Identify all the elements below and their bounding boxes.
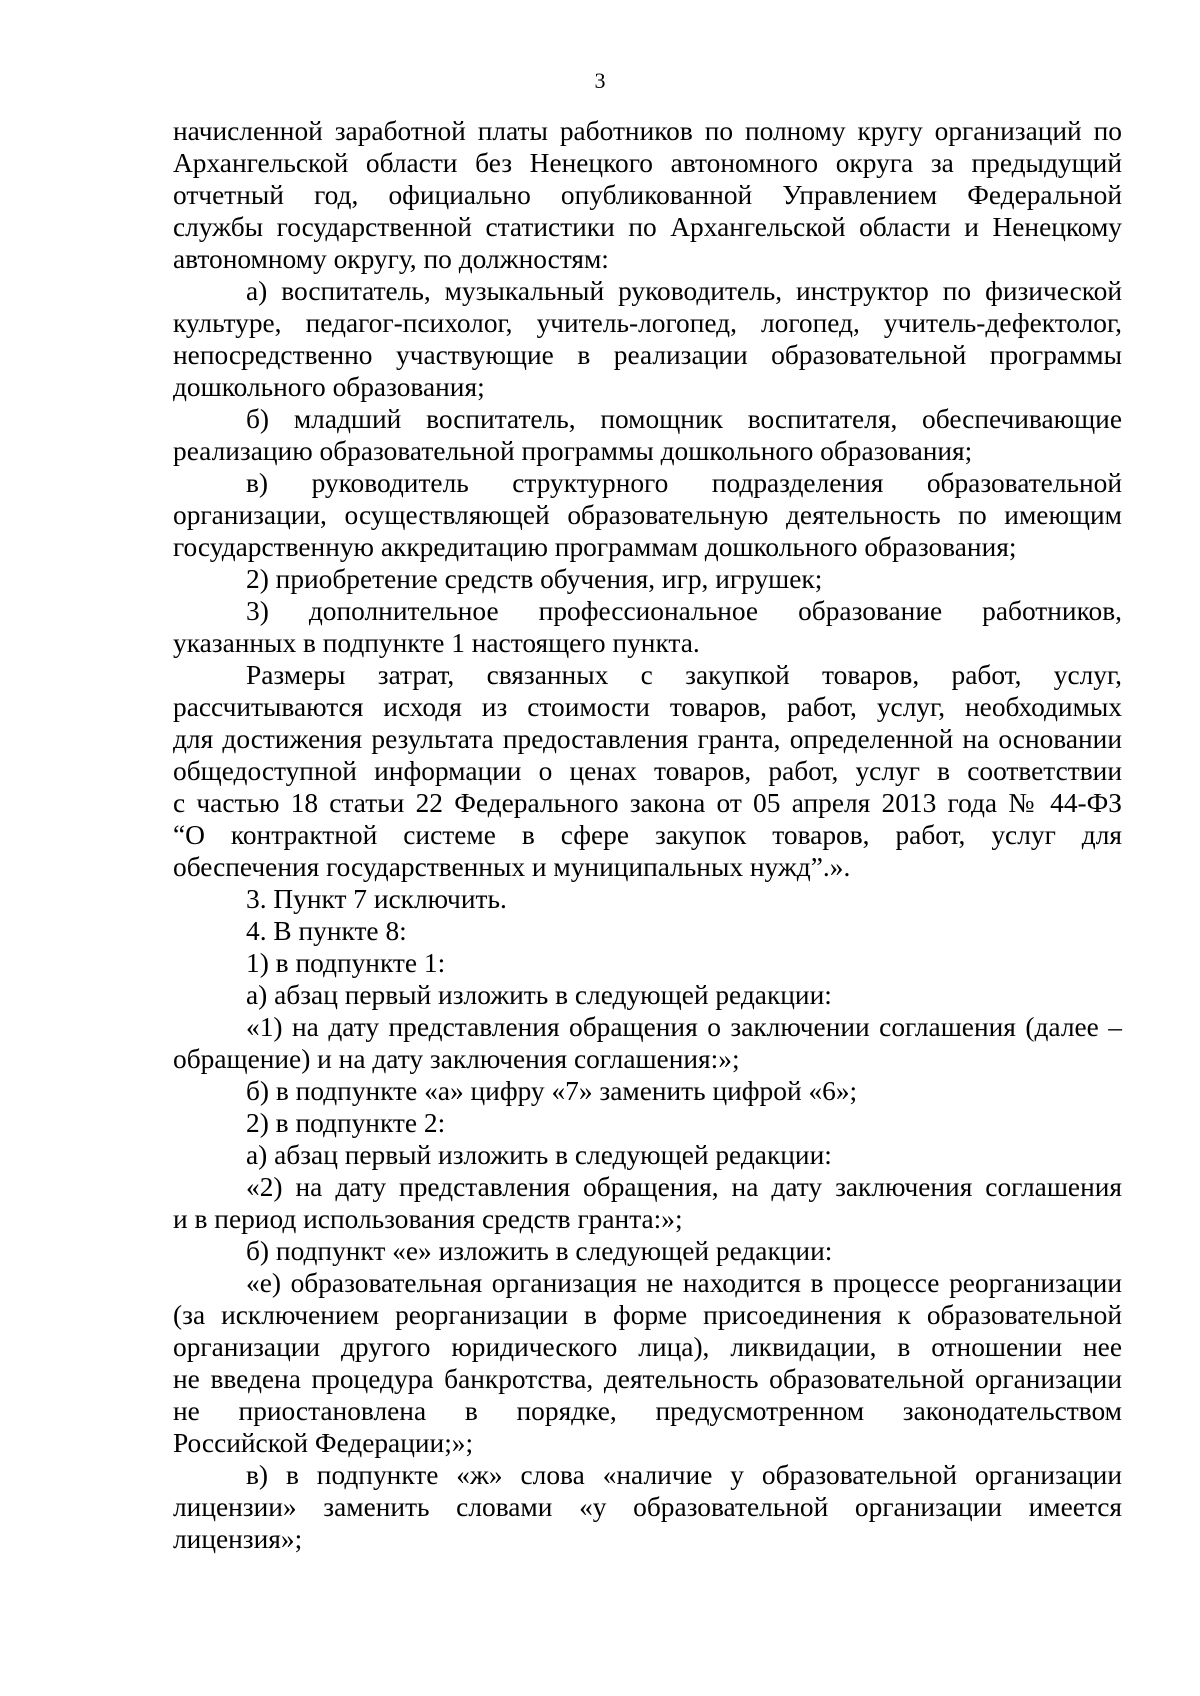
text-line: «е) образовательная организация не находится в процессе реорганизации [246,1268,1122,1298]
text-line: лицензия»; [173,1524,303,1554]
text-line: 2) в подпункте 2: [246,1108,446,1138]
text-line: 3. Пункт 7 исключить. [246,884,507,914]
text-line: рассчитываются исходя из стоимости товаров, работ, услуг, необходимых [173,692,1122,722]
text-line: не введена процедура банкротства, деятельность образовательной организации [173,1364,1122,1394]
text-line: организации, осуществляющей образовательную деятельность по имеющим [173,500,1122,530]
text-line: отчетный год, официально опубликованной Управлением Федеральной [173,180,1122,210]
text-line: начисленной заработной платы работников по полному кругу организаций по [173,116,1122,146]
text-line: в) руководитель структурного подразделения образовательной [246,468,1122,498]
text-line: автономному округу, по должностям: [173,244,609,274]
text-line: для достижения результата предоставления гранта, определенной на основании [173,724,1122,754]
text-line: обращение) и на дату заключения соглашения:»; [173,1044,740,1074]
text-line: Архангельской области без Ненецкого автономного округа за предыдущий [173,148,1122,178]
text-line: непосредственно участвующие в реализации образовательной программы [173,340,1122,370]
text-line: культуре, педагог-психолог, учитель-логопед, логопед, учитель-дефектолог, [173,308,1122,338]
text-line: 4. В пункте 8: [246,916,407,946]
text-line: лицензии» заменить словами «у образовательной организации имеется [173,1492,1122,1522]
text-line: а) абзац первый изложить в следующей редакции: [246,1140,832,1170]
text-line: с частью 18 статьи 22 Федерального закона от 05 апреля 2013 года № 44-ФЗ [173,788,1122,818]
text-line: 2) приобретение средств обучения, игр, игрушек; [246,564,823,594]
document-body [173,115,1122,1555]
text-line: Размеры затрат, связанных с закупкой товаров, работ, услуг, [246,660,1122,690]
text-line: б) подпункт «е» изложить в следующей редакции: [246,1236,833,1266]
text-line: организации другого юридического лица), ликвидации, в отношении нее [173,1332,1122,1362]
text-line: 3) дополнительное профессиональное образование работников, [246,596,1122,626]
text-line: государственную аккредитацию программам дошкольного образования; [173,532,1017,562]
text-line: указанных в подпункте 1 настоящего пункта. [173,628,700,658]
text-line: «2) на дату представления обращения, на дату заключения соглашения [246,1172,1122,1202]
text-line: б) в подпункте «а» цифру «7» заменить цифрой «6»; [246,1076,858,1106]
text-line: а) абзац первый изложить в следующей редакции: [246,980,832,1010]
text-line: службы государственной статистики по Архангельской области и Ненецкому [173,212,1122,242]
text-line: а) воспитатель, музыкальный руководитель, инструктор по физической [246,276,1122,306]
text-line: (за исключением реорганизации в форме присоединения к образовательной [173,1300,1122,1330]
text-line: дошкольного образования; [173,372,485,402]
page-number: 3 [594,68,606,93]
text-line: общедоступной информации о ценах товаров, работ, услуг в соответствии [173,756,1122,786]
text-line: реализацию образовательной программы дошкольного образования; [173,436,973,466]
text-line: б) младший воспитатель, помощник воспитателя, обеспечивающие [246,404,1122,434]
text-line: 1) в подпункте 1: [246,948,446,978]
text-line: в) в подпункте «ж» слова «наличие у образовательной организации [246,1460,1122,1490]
text-line: Российской Федерации;»; [173,1428,474,1458]
text-line: не приостановлена в порядке, предусмотренном законодательством [173,1396,1122,1426]
text-line: «1) на дату представления обращения о заключении соглашения (далее – [246,1012,1122,1042]
text-line: “О контрактной системе в сфере закупок товаров, работ, услуг для [173,820,1122,850]
text-line: обеспечения государственных и муниципальных нужд”.». [173,852,851,882]
text-line: и в период использования средств гранта:»; [173,1204,683,1234]
